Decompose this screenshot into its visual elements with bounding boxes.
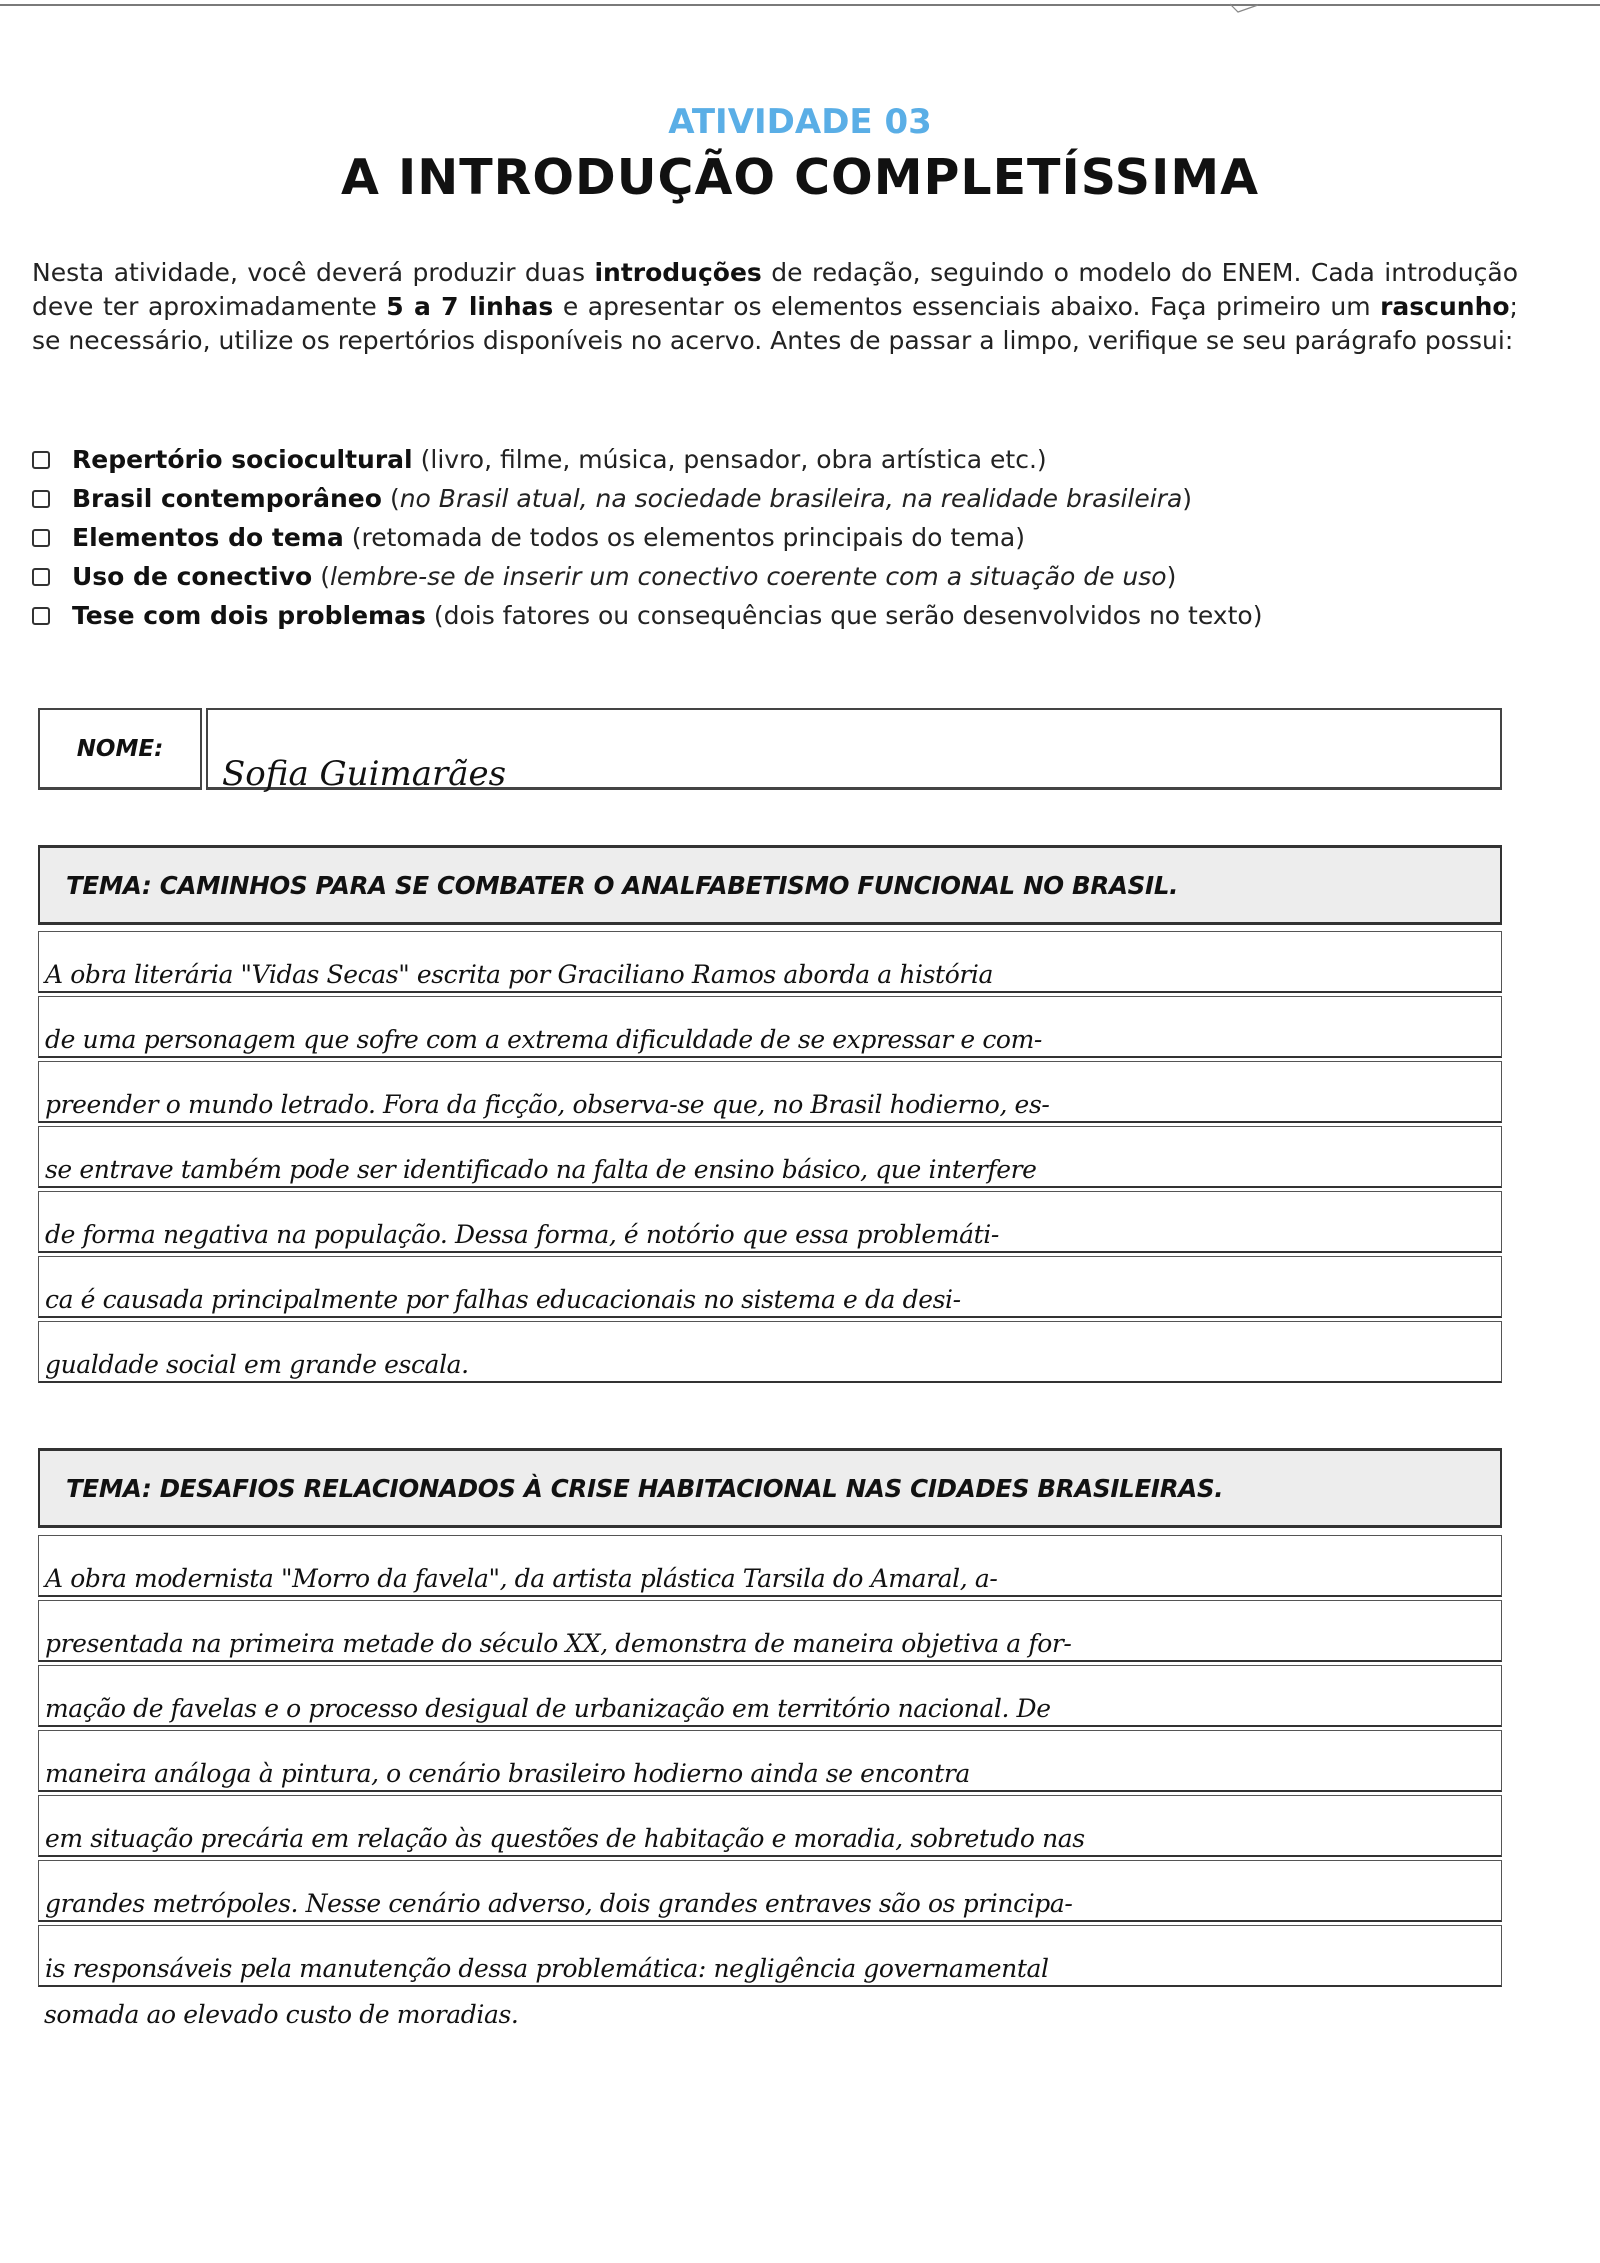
- paper-fold-mark: [1228, 2, 1268, 16]
- page-header: [0, 100, 1600, 208]
- instructions-emphasis: 5 a 7 linhas: [386, 292, 554, 321]
- writing-line[interactable]: [38, 1665, 1502, 1727]
- writing-line[interactable]: [38, 1730, 1502, 1792]
- writing-line[interactable]: [38, 1600, 1502, 1662]
- writing-line[interactable]: [38, 1860, 1502, 1922]
- checklist-item-tese: [32, 596, 1572, 635]
- name-section: [38, 708, 1502, 794]
- checklist-hint-paren: (: [320, 562, 330, 591]
- theme-1-header: [38, 845, 1502, 925]
- name-value-handwritten: Sofia Guimarães: [222, 754, 507, 794]
- instructions-emphasis: rascunho: [1380, 292, 1510, 321]
- handwritten-text: se entrave também pode ser identificado na falta de ensino básico, que interfere: [45, 1155, 1037, 1184]
- theme-1-writing-area[interactable]: [38, 931, 1502, 1386]
- handwritten-text: de uma personagem que sofre com a extrema dificuldade de se expressar e com-: [45, 1025, 1042, 1054]
- theme-2-header: [38, 1448, 1502, 1528]
- checklist-hint: no Brasil atual, na sociedade brasileira, na realidade brasileira: [399, 484, 1183, 513]
- handwritten-text: preender o mundo letrado. Fora da ficção, observa-se que, no Brasil hodierno, es-: [45, 1090, 1050, 1119]
- writing-line[interactable]: [38, 1126, 1502, 1188]
- writing-line[interactable]: [38, 1061, 1502, 1123]
- handwritten-text: maneira análoga à pintura, o cenário brasileiro hodierno ainda se encontra: [45, 1759, 970, 1788]
- handwritten-text: is responsáveis pela manutenção dessa problemática: negligência governamental: [45, 1954, 1049, 1983]
- instructions-paragraph: [32, 256, 1518, 358]
- theme-2-title: TEMA: DESAFIOS RELACIONADOS À CRISE HABITACIONAL NAS CIDADES BRASILEIRAS.: [66, 1473, 1224, 1503]
- instructions-text: de redação, seguindo o modelo do ENEM. Cada introdução deve ter aproximadamente: [32, 258, 1518, 321]
- handwritten-text: em situação precária em relação às questões de habitação e moradia, sobretudo nas: [45, 1824, 1085, 1853]
- checklist-item-elementos-tema: [32, 518, 1572, 557]
- theme-2-writing-area[interactable]: [38, 1535, 1502, 1990]
- writing-line[interactable]: [38, 1925, 1502, 1987]
- page-top-border: [0, 4, 1600, 6]
- handwritten-overflow-text: somada ao elevado custo de moradias.: [44, 2000, 519, 2029]
- instructions-text: Nesta atividade, você deverá produzir duas: [32, 258, 595, 287]
- writing-line[interactable]: [38, 931, 1502, 993]
- instructions-text: e apresentar os elementos essenciais abaixo. Faça primeiro um: [553, 292, 1381, 321]
- checkbox-icon[interactable]: [32, 568, 50, 586]
- writing-line[interactable]: [38, 1535, 1502, 1597]
- writing-line[interactable]: [38, 1321, 1502, 1383]
- handwritten-text: de forma negativa na população. Dessa forma, é notório que essa problemáti-: [45, 1220, 999, 1249]
- checklist-term: Uso de conectivo: [72, 562, 313, 591]
- writing-line[interactable]: [38, 1795, 1502, 1857]
- page-title: A INTRODUÇÃO COMPLETÍSSIMA: [340, 149, 1260, 206]
- name-label-box: [38, 708, 202, 790]
- checklist-hint: lembre-se de inserir um conectivo coerente com a situação de uso: [329, 562, 1167, 591]
- handwritten-text: A obra literária "Vidas Secas" escrita por Graciliano Ramos aborda a história: [45, 960, 994, 989]
- checklist-hint-paren: (: [389, 484, 400, 513]
- checkbox-icon[interactable]: [32, 451, 50, 469]
- checklist-item-conectivo: [32, 557, 1572, 596]
- checklist-term: Brasil contemporâneo: [72, 484, 382, 513]
- writing-line[interactable]: [38, 996, 1502, 1058]
- name-label: NOME:: [76, 735, 164, 762]
- activity-label: ATIVIDADE 03: [668, 102, 932, 142]
- checklist-item-repertorio: [32, 440, 1572, 479]
- checklist-hint-paren: ): [1166, 562, 1177, 591]
- requirements-checklist: [32, 440, 1572, 635]
- checkbox-icon[interactable]: [32, 490, 50, 508]
- handwritten-text: ca é causada principalmente por falhas educacionais no sistema e da desi-: [45, 1285, 961, 1314]
- handwritten-text: grandes metrópoles. Nesse cenário adverso, dois grandes entraves são os principa-: [45, 1889, 1073, 1918]
- writing-line[interactable]: [38, 1256, 1502, 1318]
- checklist-hint: (livro, filme, música, pensador, obra artística etc.): [420, 445, 1047, 474]
- checklist-term: Tese com dois problemas: [72, 601, 426, 630]
- checklist-hint: (retomada de todos os elementos principais do tema): [351, 523, 1025, 552]
- checklist-hint-paren: ): [1182, 484, 1193, 513]
- checkbox-icon[interactable]: [32, 529, 50, 547]
- instructions-emphasis: introduções: [594, 258, 762, 287]
- checklist-item-brasil-contemporaneo: [32, 479, 1572, 518]
- handwritten-text: mação de favelas e o processo desigual de urbanização em território nacional. De: [45, 1694, 1051, 1723]
- instructions-text: ; se necessário, utilize os repertórios disponíveis no acervo. Antes de passar a limpo, verifique se seu parágrafo possui:: [32, 292, 1518, 355]
- checklist-hint: (dois fatores ou consequências que serão desenvolvidos no texto): [433, 601, 1263, 630]
- handwritten-text: A obra modernista "Morro da favela", da artista plástica Tarsila do Amaral, a-: [45, 1564, 998, 1593]
- name-field[interactable]: [206, 708, 1502, 794]
- writing-line[interactable]: [38, 1191, 1502, 1253]
- checklist-term: Elementos do tema: [72, 523, 344, 552]
- theme-1-title: TEMA: CAMINHOS PARA SE COMBATER O ANALFABETISMO FUNCIONAL NO BRASIL.: [66, 870, 1179, 900]
- handwritten-text: gualdade social em grande escala.: [45, 1350, 469, 1379]
- checklist-term: Repertório sociocultural: [72, 445, 413, 474]
- checkbox-icon[interactable]: [32, 607, 50, 625]
- handwritten-text: presentada na primeira metade do século XX, demonstra de maneira objetiva a for-: [45, 1629, 1072, 1658]
